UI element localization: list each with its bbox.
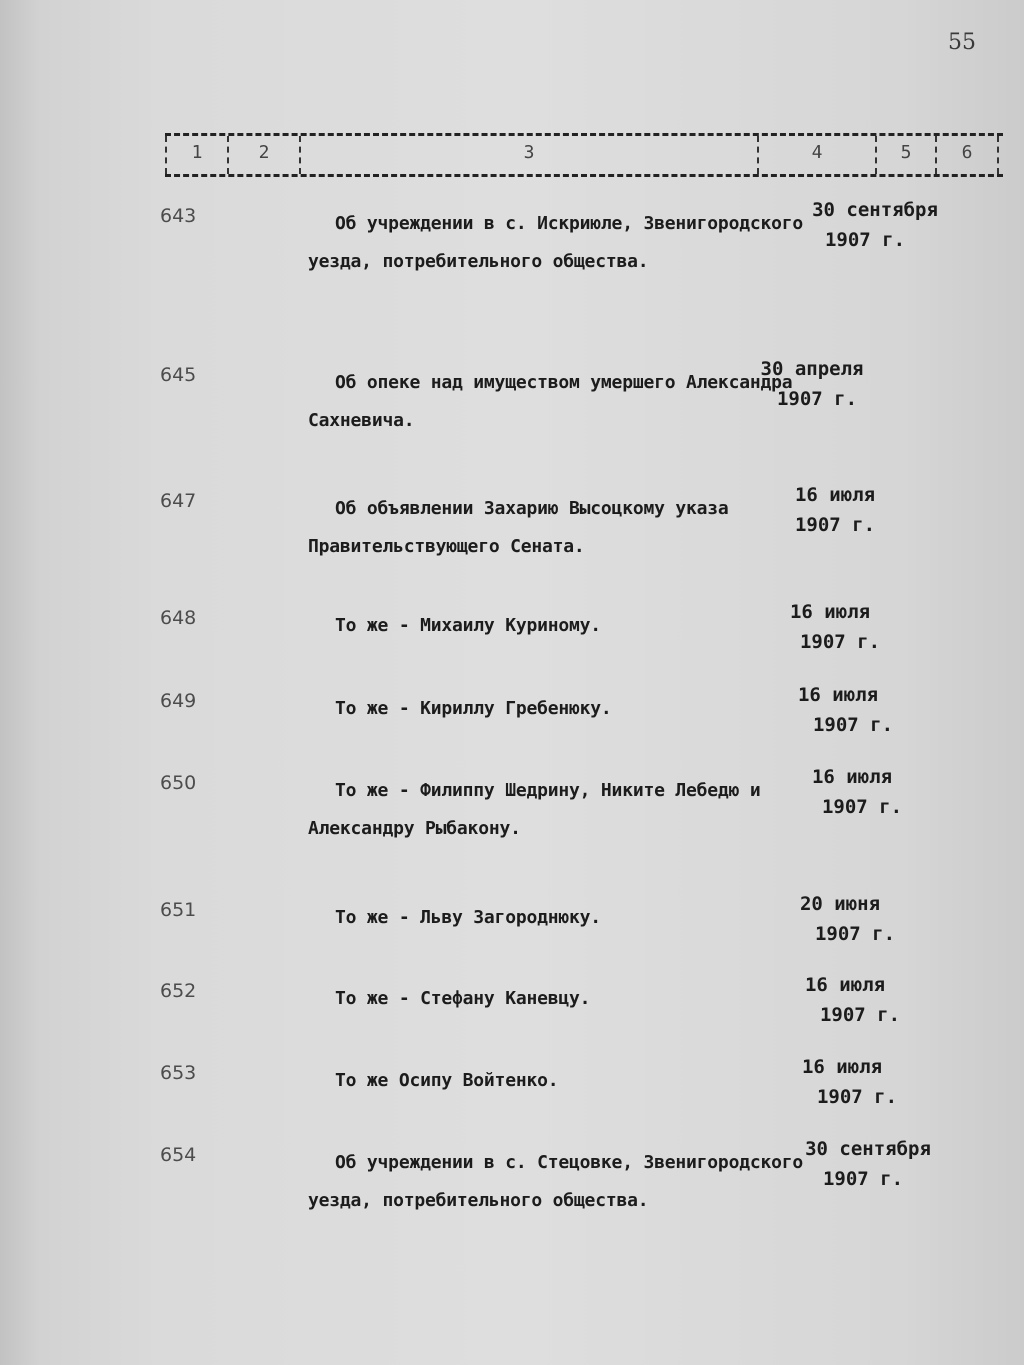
column-header-1: 1: [165, 136, 227, 174]
entry-number: 652: [160, 980, 197, 1002]
entry-description: То же Осипу Войтенко.: [335, 1070, 559, 1091]
entry-date-year: 1907 г.: [814, 923, 896, 945]
column-header-3: 3: [299, 136, 757, 174]
entry-date-year: 1907 г.: [776, 388, 858, 410]
entry-date-day-month: 16 июля: [804, 974, 886, 996]
entry-date: [762, 762, 942, 822]
entry-number: 648: [160, 607, 197, 629]
entry-date: [785, 195, 965, 255]
entry-date-day-month: 16 июля: [811, 766, 893, 788]
entry-date-day-month: 30 сентября: [812, 199, 938, 221]
entry-number: 645: [160, 364, 197, 386]
entry-description: Об учреждении в с. Стецовке, Звенигородского уезда, потребительного общества.: [308, 1152, 804, 1211]
entry-date-year: 1907 г.: [794, 514, 876, 536]
page-number: 55: [948, 30, 976, 55]
entry-description: То же - Кириллу Гребенюку.: [335, 698, 612, 719]
entry-description: Об объявлении Захарию Высоцкому указа Правительствующего Сената.: [308, 498, 729, 557]
entry-date-year: 1907 г.: [821, 796, 903, 818]
entry-number: 653: [160, 1062, 197, 1084]
column-header-6: 6: [935, 136, 999, 174]
entry-date-year: 1907 г.: [819, 1004, 901, 1026]
entry-date-day-month: 30 сентября: [805, 1138, 931, 1160]
column-header-table: [165, 133, 1003, 177]
entry-date: [740, 597, 920, 657]
entry-date: [722, 354, 902, 414]
entry-date-year: 1907 г.: [812, 714, 894, 736]
entry-description: Об учреждении в с. Искриюле, Звенигородского уезда, потребительного общества.: [308, 213, 804, 272]
column-header-2: 2: [227, 136, 299, 174]
entry-number: 647: [160, 490, 197, 512]
entry-number: 649: [160, 690, 197, 712]
entry-date: [750, 889, 930, 949]
entry-date: [755, 970, 935, 1030]
entry-number: 643: [160, 205, 197, 227]
entry-date: [778, 1134, 958, 1194]
entry-date-day-month: 16 июля: [794, 484, 876, 506]
entry-description: Об опеке над имуществом умершего Александра Сахневича.: [308, 372, 793, 431]
entry-date-year: 1907 г.: [816, 1086, 898, 1108]
entry-date-day-month: 30 апреля: [760, 358, 864, 380]
entry-date: [752, 1052, 932, 1112]
entry-date-day-month: 16 июля: [797, 684, 879, 706]
entry-date-day-month: 16 июля: [789, 601, 871, 623]
entry-description: То же - Льву Загороднюку.: [335, 907, 601, 928]
column-header-5: 5: [875, 136, 935, 174]
entry-number: 651: [160, 899, 197, 921]
entry-description: То же - Стефану Каневцу.: [335, 988, 591, 1009]
entry-date: [745, 480, 925, 540]
entry-description: То же - Филиппу Шедрину, Никите Лебедю и Александру Рыбакону.: [308, 780, 761, 839]
entry-date-year: 1907 г.: [824, 229, 906, 251]
entry-date: [748, 680, 928, 740]
entry-date-day-month: 20 июня: [799, 893, 881, 915]
entry-number: 654: [160, 1144, 197, 1166]
entry-number: 650: [160, 772, 197, 794]
entry-date-year: 1907 г.: [799, 631, 881, 653]
entry-description: То же - Михаилу Куриному.: [335, 615, 601, 636]
column-header-4: 4: [757, 136, 875, 174]
entry-date-day-month: 16 июля: [801, 1056, 883, 1078]
entry-date-year: 1907 г.: [822, 1168, 904, 1190]
